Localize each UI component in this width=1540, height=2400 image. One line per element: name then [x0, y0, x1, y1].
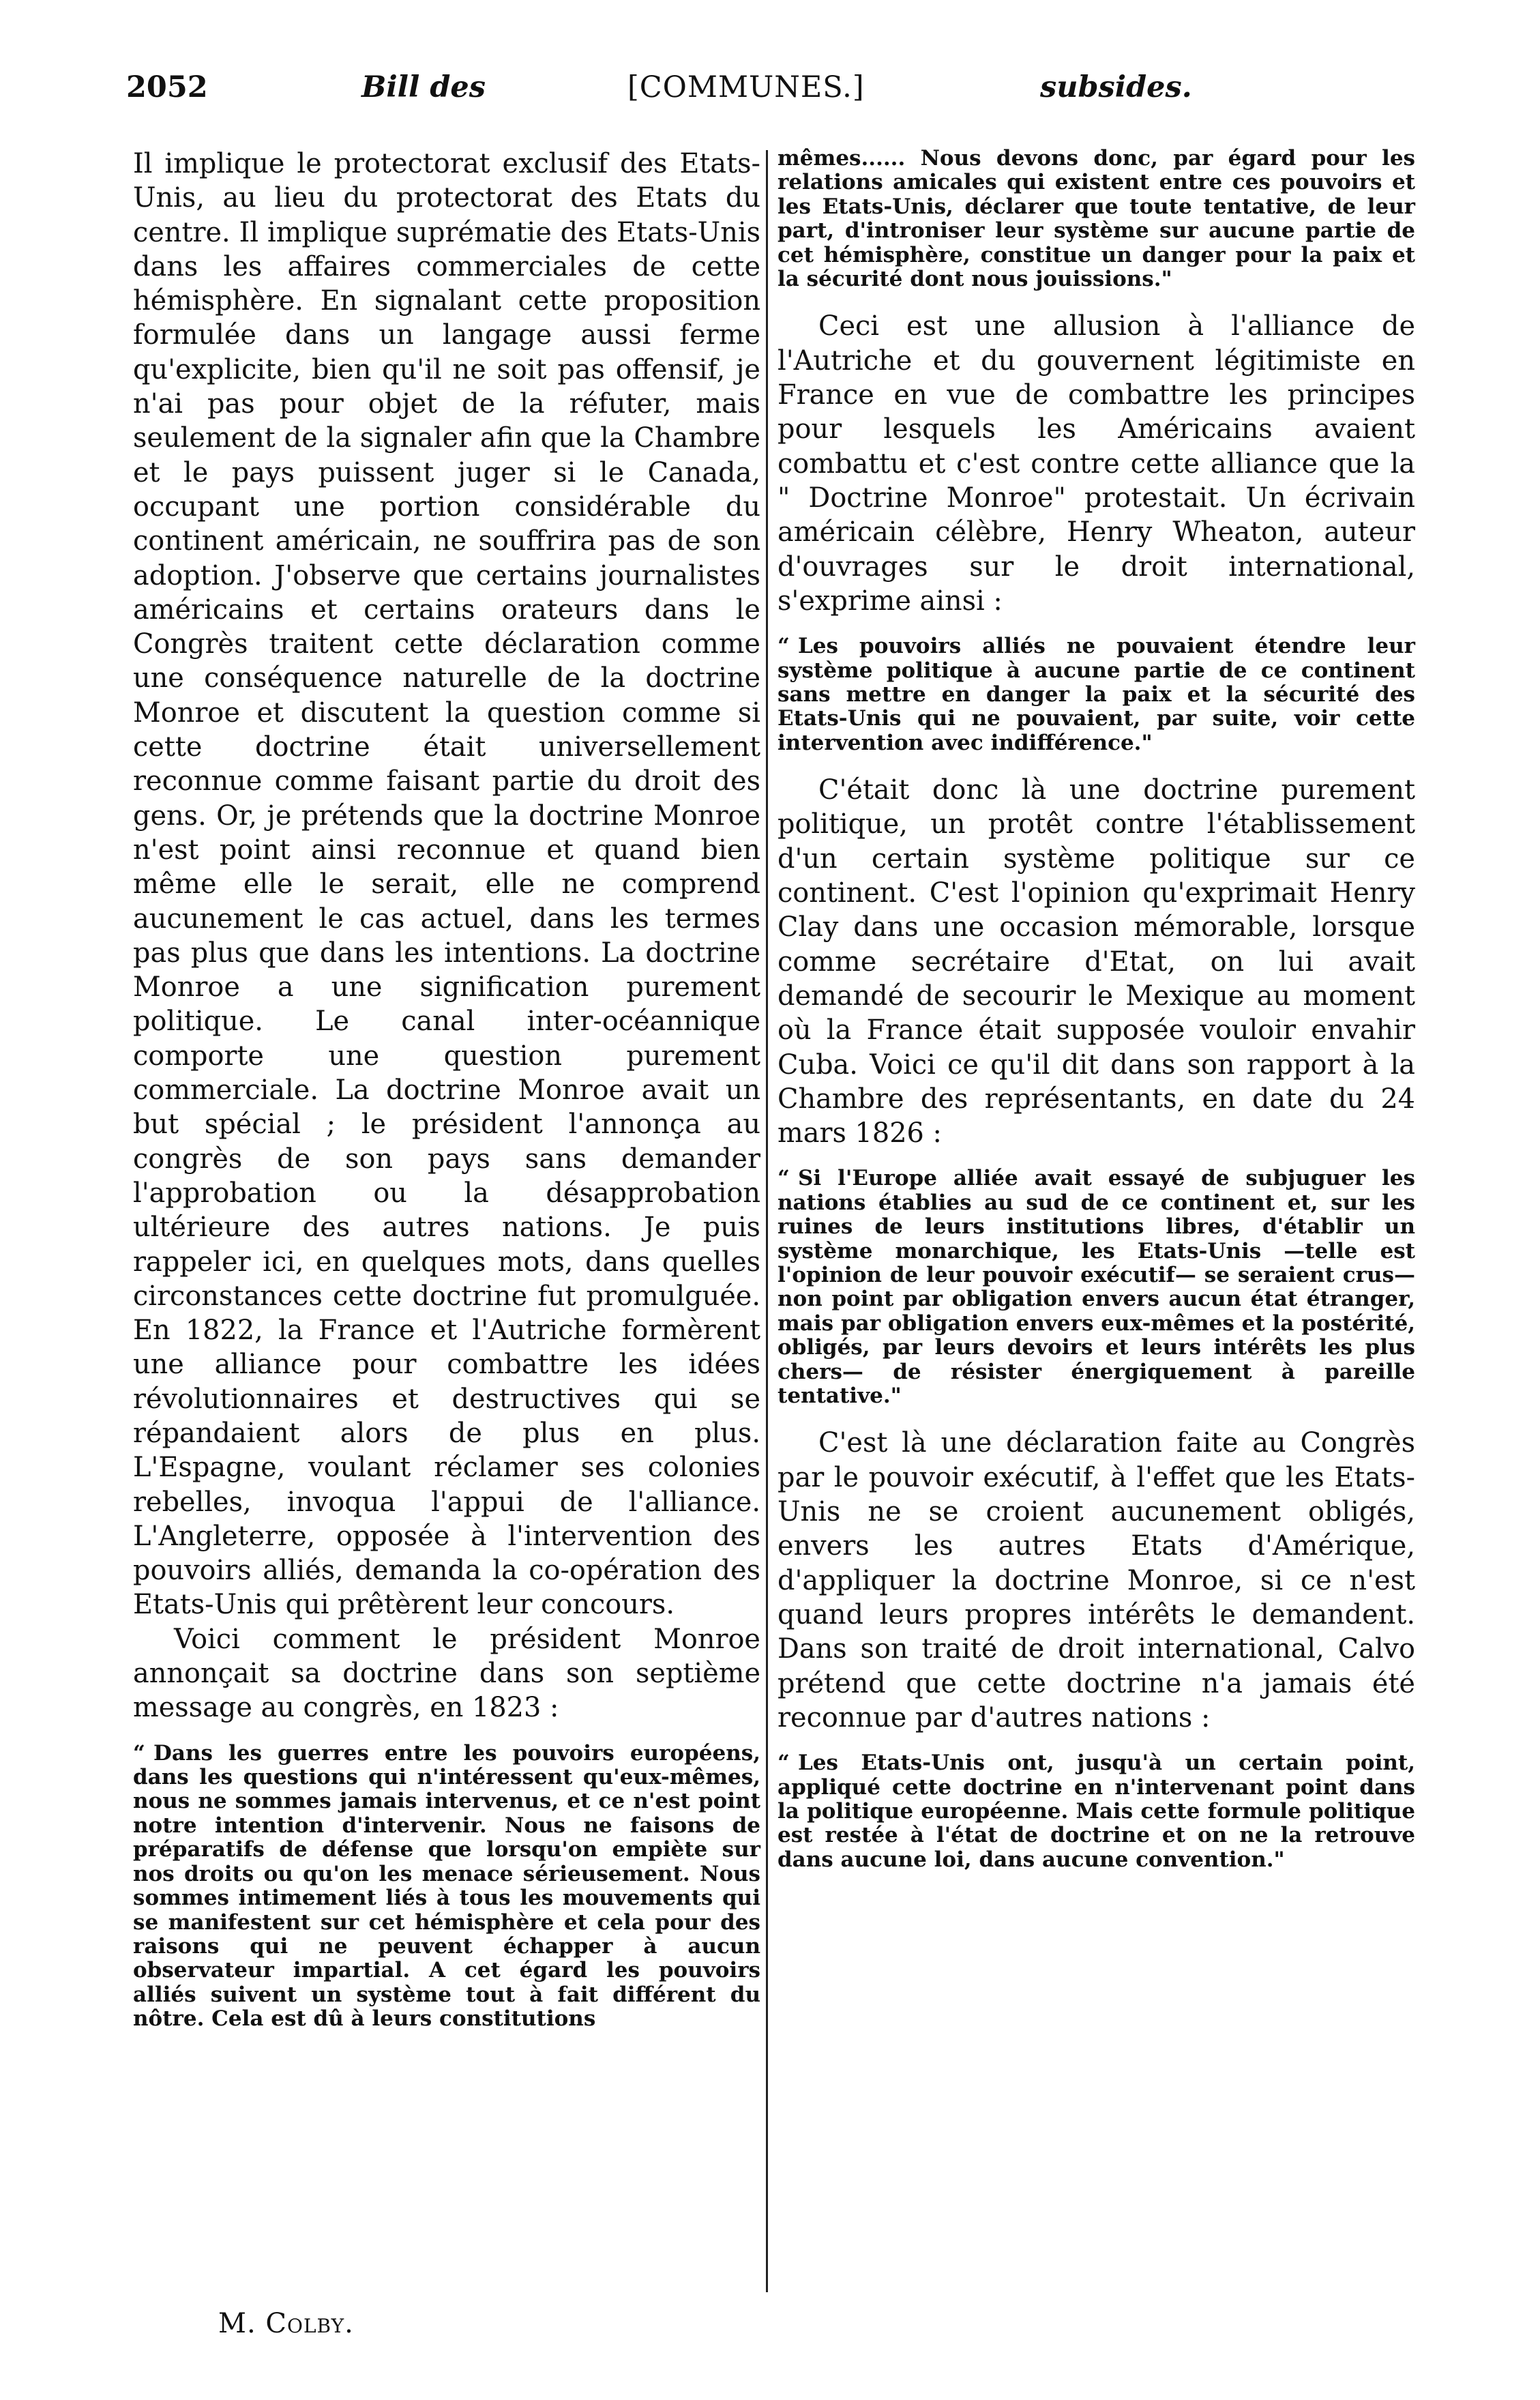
quote-text: Les Etats-Unis ont, jusqu'à un certain point, appliqué cette doctrine en n'intervenant point dans la politique européenne. Mais cette formule politique est restée à l'état de doctrine et on ne la retrouve dans aucune loi, dans aucune convention." — [778, 1751, 1415, 1872]
header-left-title: Bill des — [361, 70, 486, 104]
header-right-title: subsides. — [1040, 70, 1192, 104]
block-quote-continued: mêmes...... Nous devons donc, par égard pour les relations amicales qui existent entre ces pouvoirs et les Etats-Unis, déclarer que toute tentative, de leur part, d'introniser leur système sur aucune partie de cet hémisphère, constitue un danger pour la paix et la sécurité dont nous jouissions." — [778, 146, 1415, 292]
block-quote — [778, 1167, 1415, 1408]
quote-mark: “ — [778, 1166, 790, 1191]
paragraph: Voici comment le président Monroe annonçait sa doctrine dans son septième message au congrès, en 1823 : — [133, 1623, 760, 1724]
block-quote — [778, 634, 1415, 755]
page-header — [126, 67, 1214, 128]
speaker-signature: M. Colby. — [218, 2308, 354, 2339]
quote-text: Les pouvoirs alliés ne pouvaient étendre leur système politique à aucune partie de ce continent sans mettre en danger la paix et la sécurité des Etats-Unis qui ne pouvaient, par suite, voir cette intervention avec indifférence." — [778, 634, 1415, 755]
header-center-title: [COMMUNES.] — [627, 70, 865, 104]
paragraph: Ceci est une allusion à l'alliance de l'Autriche et du gouvernent légitimiste en France en vue de combattre les principes pour lesquels les Américains avaient combattu et c'est contre cette alliance que la " Doctrine Monroe" protestait. Un écrivain américain célèbre, Henry Wheaton, auteur d'ouvrages sur le droit international, s'exprime ainsi : — [778, 310, 1415, 617]
paragraph: Il implique le protectorat exclusif des Etats-Unis, au lieu du protectorat des Etats du centre. Il implique suprématie des Etats-Unis dans les affaires commerciales de cette hémisphère. En signalant cette proposition formulée dans un langage aussi ferme qu'explicite, bien qu'il ne soit pas offensif, je n'ai pas pour objet de la réfuter, mais seulement de la signaler afin que la Chambre et le pays puissent juger si le Canada, occupant une portion considérable du continent américain, ne souffrira pas de son adoption. J'observe que certains journalistes américains et certains orateurs dans le Congrès traitent cette déclaration comme une conséquence naturelle de la doctrine Monroe et discutent la question comme si cette doctrine était universellement reconnue comme faisant partie du droit des gens. Or, je prétends que la doctrine Monroe n'est point ainsi reconnue et quand bien même elle le serait, elle ne comprend aucunement le cas actuel, dans les termes pas plus que dans les intentions. La doctrine Monroe a une signification purement politique. Le canal inter-océannique comporte une question purement commerciale. La doctrine Monroe avait un but spécial ; le président l'annonça au congrès de son pays sans demander l'approbation ou la désapprobation ultérieure des autres nations. Je puis rappeler ici, en quelques mots, dans quelles circonstances cette doctrine fut promulguée. En 1822, la France et l'Autriche formèrent une alliance pour combattre les idées révolutionnaires et destructives qui se répandaient alors de plus en plus. L'Espagne, voulant réclamer ses colonies rebelles, invoqua l'appui de l'alliance. L'Angleterre, opposée à l'intervention des pouvoirs alliés, demanda la co-opération des Etats-Unis qui prêtèrent leur concours. — [133, 148, 760, 1621]
left-column — [133, 147, 760, 2049]
paragraph: C'est là une déclaration faite au Congrès par le pouvoir exécutif, à l'effet que les Etats-Unis ne se croient aucunement obligés, envers les autres Etats d'Amérique, d'appliquer la doctrine Monroe, si ce n'est quand leurs propres intérêts le demandent. Dans son traité de droit international, Calvo prétend que cette doctrine n'a jamais été reconnue par d'autres nations : — [778, 1427, 1415, 1733]
quote-mark: “ — [778, 634, 790, 659]
column-divider — [766, 150, 768, 2292]
right-column — [778, 147, 1415, 1890]
block-quote — [778, 1751, 1415, 1872]
page-number: 2052 — [126, 70, 208, 104]
quote-text: Si l'Europe alliée avait essayé de subjuguer les nations établies au sud de ce continent et, sur les ruines de leurs institutions libres, d'établir un système monarchique, les Etats-Unis —telle est l'opinion de leur pouvoir exécutif— se seraient crus—non point par obligation envers aucun état étranger, mais par obligation envers eux-mêmes et la postérité, obligés, par leurs devoirs et leurs intérêts les plus chers— de résister énergiquement à pareille tentative." — [778, 1166, 1415, 1409]
quote-text: Dans les guerres entre les pouvoirs européens, dans les questions qui n'intéressent qu'eux-mêmes, nous ne sommes jamais intervenus, et ce n'est point notre intention d'intervenir. Nous ne faisons de préparatifs de défense que lorsqu'on empiète sur nos droits ou qu'on les menace sérieusement. Nous sommes intimement liés à tous les mouvements qui se manifestent sur cet hémisphère et cela pour des raisons qui ne peuvent échapper à aucun observateur impartial. A cet égard les pouvoirs alliés suivent un système tout à fait différent du nôtre. Cela est dû à leurs constitutions — [133, 1740, 760, 2032]
block-quote — [133, 1742, 760, 2032]
quote-mark: “ — [778, 1751, 790, 1776]
quote-mark: “ — [133, 1740, 145, 1766]
paragraph: C'était donc là une doctrine purement politique, un protêt contre l'établissement d'un certain système politique sur ce continent. C'est l'opinion qu'exprimait Henry Clay dans une occasion mémorable, lorsque comme secrétaire d'Etat, on lui avait demandé de secourir le Mexique au moment où la France était supposée vouloir envahir Cuba. Voici ce qu'il dit dans son rapport à la Chambre des représentants, en date du 24 mars 1826 : — [778, 774, 1415, 1150]
